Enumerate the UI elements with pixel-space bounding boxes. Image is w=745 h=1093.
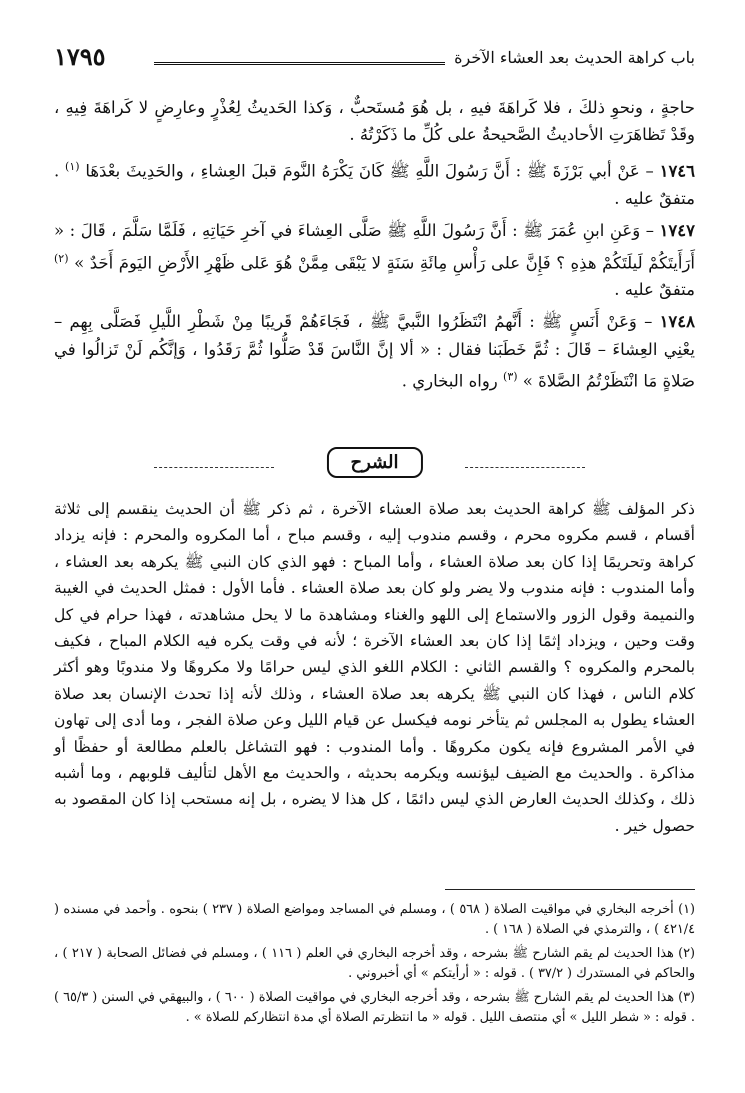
page-header [54, 28, 695, 71]
hadith-number: ١٧٤٨ [659, 312, 696, 332]
hadith-text: – وَعَنْ أَنَسٍ ﷺ : أَنَّهمُ انْتَظَرُوا النَّبيَّ ﷺ ، فَجَاءَهُمْ قَريبًا مِنْ شَطْرِ اللَّيلِ فَصَلَّى بِهِم – يعْنِي العِشاءَ – قَالَ : ثُمَّ خَطَبَنا فقال : « ألا إنَّ النَّاسَ قَدْ صَلُّوا ثُمَّ رَقَدُوا ، وَإنَّكُم لَنْ تَزالُوا في صَلاةٍ مَا انْتَظَرْتُمُ الصَّلاةَ » [54, 312, 695, 391]
sharh-heading-block [54, 445, 695, 489]
footnote-2: (٢) هذا الحديث لم يقم الشارح ﷺ بشرحه ، وقد أخرجه البخاري في العلم ( ١١٦ ) ، ومسلم في فضائل الصحابة ( ٢١٧ ) ، والحاكم في المستدرك ( ٣٧/٢ ) . قوله : « أرأيتكم » أي أخبروني . [54, 945, 695, 982]
hadith-source: . متفقٌ عليه . [54, 161, 695, 209]
hadith-number: ١٧٤٦ [659, 161, 696, 181]
ornament-divider-right [465, 467, 585, 468]
hadith-number: ١٧٤٧ [659, 221, 695, 241]
chapter-title: باب كراهة الحديث بعد العشاء الآخرة [454, 48, 695, 67]
footnotes [54, 900, 695, 1031]
hadith-section [54, 94, 695, 400]
sharh-commentary [54, 496, 695, 839]
footnote-ref: (٢) [54, 251, 69, 265]
sharh-paragraph: ذكر المؤلف ﷺ كراهة الحديث بعد صلاة العشاء الآخرة ، ثم ذكر ﷺ أن الحديث ينقسم إلى ثلاثة أقسام ، قسم مكروه محرم ، وقسم مندوب إليه ، وقسم مباح ، أما المكروه والمحرم : فإنه يزداد كراهة وتحريمًا إذا كان بعد صلاة العشاء ، وأما المباح : فهو الذي كان النبي ﷺ يكرهه بعد العشاء ، وأما المندوب : فإنه مندوب ولا يضر ولو كان بعد صلاة العشاء . فأما الأول : فمثل الحديث في الغيبة والنميمة وقول الزور والاستماع إلى اللهو والغناء ومشاهدة ما لا يحل مشاهدته ، فهذا حرام في كل وقت وحين ، ويزداد إثمًا إذا كان بعد العشاء الآخرة ؛ لأنه في وقت يكره فيه الكلام المباح ، فكيف بالمحرم والمكروه ؟ والقسم الثاني : الكلام اللغو الذي ليس حرامًا ولا مكروهًا ولا مندوبًا وهو أكثر كلام الناس ، فهذا كان النبي ﷺ يكرهه بعد صلاة العشاء ، وذلك لأنه إذا تحدث الإنسان بعد صلاة العشاء يطول به المجلس ثم يتأخر نومه فيكسل عن قيام الليل وعن صلاة الفجر ، وما أدى إلى تهاون في الأمر المشروع فإنه يكون مكروهًا . وأما المندوب : فهو التشاغل بالعلم مطالعة أو حفظًا أو مذاكرة . والحديث مع الضيف ليؤنسه ويكرمه بحديثه ، والحديث مع الأهل لتأليف قلوبهم ، وما أشبه ذلك ، وكذلك الحديث العارض الذي ليس دائمًا ، كل هذا لا يضره ، بل إنه مستحب إذا كان المقصود به حصول خير . [54, 500, 695, 835]
hadith-1747 [54, 217, 695, 303]
ornament-divider-left [154, 467, 274, 468]
footnote-1: (١) أخرجه البخاري في مواقيت الصلاة ( ٥٦٨ ) ، ومسلم في المساجد ومواضع الصلاة ( ٢٣٧ ) بنحوه . وأحمد في مسنده ( ٤٢١/٤ ) ، والترمذي في الصلاة ( ١٦٨ ) . [54, 902, 696, 938]
hadith-source: رواه البخاري . [401, 371, 498, 391]
footnote-3: (٣) هذا الحديث لم يقم الشارح ﷺ بشرحه ، وقد أخرجه البخاري في مواقيت الصلاة ( ٦٠٠ ) ، والبيهقي في السنن ( ٦٥/٣ ) . قوله : « شطر الليل » أي منتصف الليل . قوله « ما انتظرتم الصلاة أي مدة انتظاركم للصلاة » . [54, 989, 696, 1026]
header-rule [154, 62, 445, 65]
page-number: ١٧٩٥ [54, 42, 106, 71]
hadith-text: – وَعَنِ ابنِ عُمَرَ ﷺ : أَنَّ رَسُولَ اللَّهِ ﷺ صَلَّى العِشاءَ في آخرِ حَيَاتِهِ ، فَلَمَّا سَلَّمَ ، قَالَ : « أَرَأَيتَكُمْ لَيلَتَكُمْ هذِهِ ؟ فَإِنَّ على رَأْسِ مِائَةِ سَنَةٍ لا يَبْقَى مِمَّنْ هُوَ عَلى ظَهْرِ الأَرْضِ اليَومَ أَحَدٌ » [54, 221, 696, 273]
hadith-text: – عَنْ أبي بَرْزَةَ ﷺ : أَنَّ رَسُولَ اللَّهِ ﷺ كَانَ يَكْرَهُ النَّومَ قبلَ العِشاءِ ، والحَدِيثَ بعْدَهَا [85, 161, 654, 181]
intro-paragraph: حاجةٍ ، ونحوِ ذلكَ ، فلا كَراهَةَ فيهِ ، بل هُوَ مُستَحبٌّ ، وَكذا الحَديثُ لِعُذْرٍ وعارِضٍ لا كَراهَةَ فِيهِ ، وقَدْ تَظاهَرَتِ الأحاديثُ الصَّحيحةُ على كُلِّ ما ذَكَرْتُهُ . [54, 98, 695, 145]
hadith-source: متفقٌ عليه . [614, 280, 695, 300]
sharh-heading: الشرح [326, 447, 422, 478]
footnote-separator [445, 889, 695, 890]
hadith-1746 [54, 153, 695, 212]
footnote-ref: (٣) [503, 369, 518, 383]
footnote-ref: (١) [65, 160, 80, 174]
hadith-1748 [54, 308, 695, 394]
